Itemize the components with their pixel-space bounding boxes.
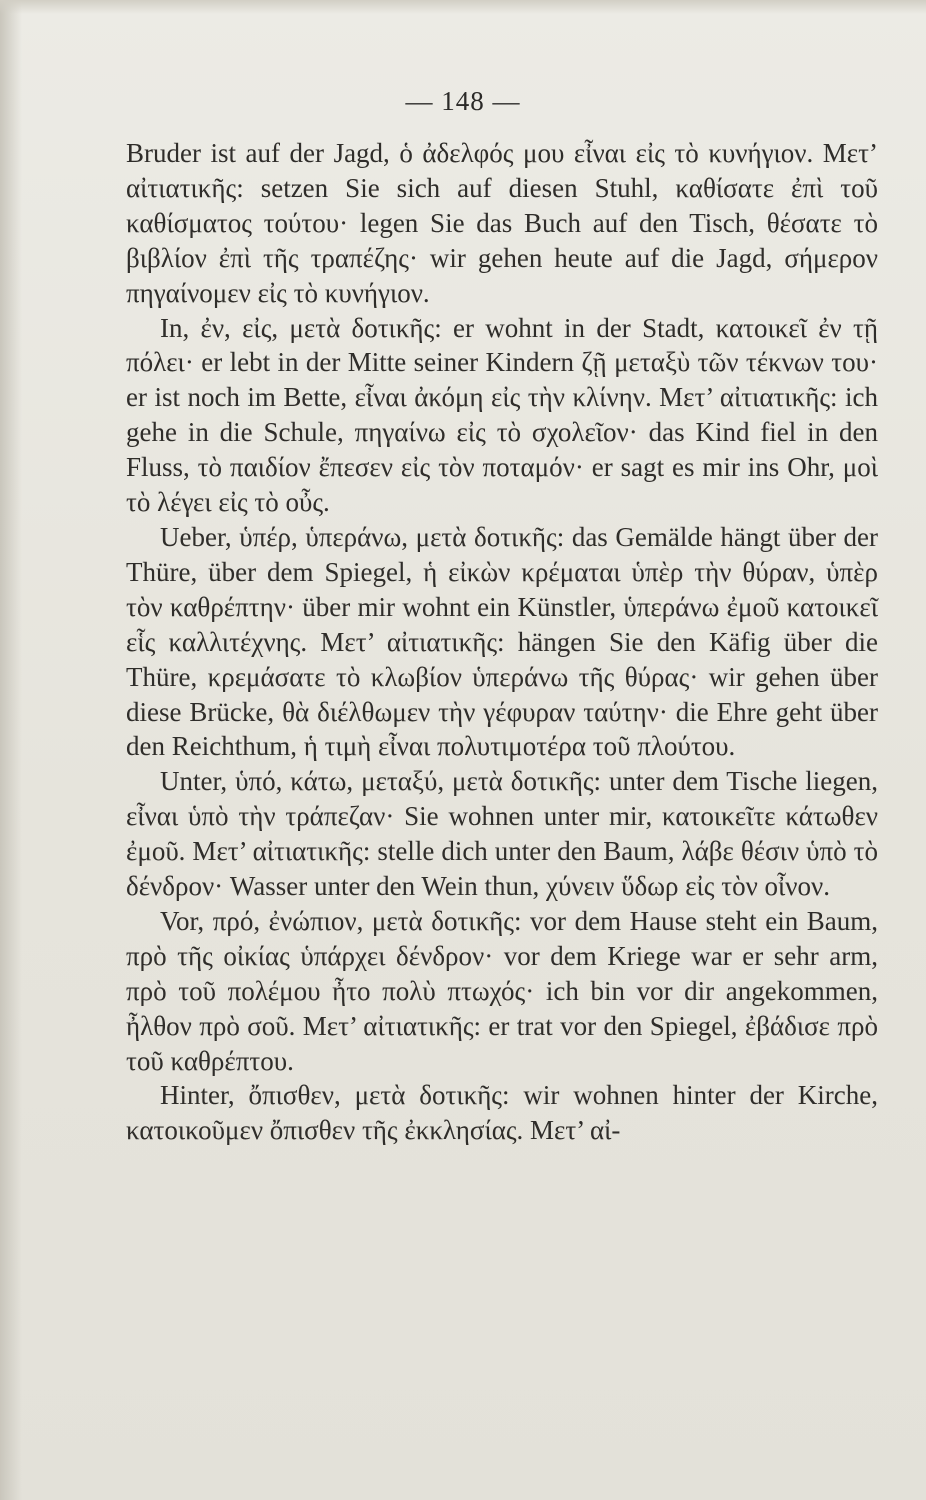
paragraph: Unter, ὑπό, κάτω, μεταξύ, μετὰ δοτικῆς: unter dem Tische liegen, εἶναι ὑπὸ τὴν τράπεζαν· Sie wohnen unter mir, κατοικεῖτε κάτωθεν ἐμοῦ. Μετ’ αἰτιατικῆς: stelle dich unter den Baum, λάβε θέσιν ὑπὸ τὸ δένδρον· Wasser unter den Wein thun, χύνειν ὕδωρ εἰς τὸν οἶνον. <box>126 766 878 902</box>
paragraph: Bruder ist auf der Jagd, ὁ ἀδελφός μου εἶναι εἰς τὸ κυνήγιον. Μετ’ αἰτιατικῆς: setzen Sie sich auf diesen Stuhl, καθίσατε ἐπὶ τοῦ καθίσματος τούτου· legen Sie das Buch auf den Tisch, θέσατε τὸ βιβλίον ἐπὶ τῆς τραπέζης· wir gehen heute auf die Jagd, σήμερον πηγαίνομεν εἰς τὸ κυνήγιον. <box>126 138 878 308</box>
body-text <box>126 136 878 1148</box>
page-number: — 148 — <box>405 86 521 116</box>
paragraph: Hinter, ὄπισθεν, μετὰ δοτικῆς: wir wohnen hinter der Kirche, κατοικοῦμεν ὄπισθεν τῆς ἐκκλησίας. Μετ’ αἰ- <box>126 1080 878 1146</box>
paragraph: Vor, πρό, ἐνώπιον, μετὰ δοτικῆς: vor dem Hause steht ein Baum, πρὸ τῆς οἰκίας ὑπάρχει δένδρον· vor dem Kriege war er sehr arm, πρὸ τοῦ πολέμου ἦτο πολὺ πτωχός· ich bin vor dir angekommen, ἦλθον πρὸ σοῦ. Μετ’ αἰτιατικῆς: er trat vor den Spiegel, ἐβάδισε πρὸ τοῦ καθρέπτου. <box>126 905 878 1076</box>
page-gutter-shadow <box>0 0 22 1500</box>
paragraph: Ueber, ὑπέρ, ὑπεράνω, μετὰ δοτικῆς: das Gemälde hängt über der Thüre, über dem Spiegel, ἡ εἰκὼν κρέμαται ὑπὲρ τὴν θύραν, ὑπὲρ τὸν καθρέπτην· über mir wohnt ein Künstler, ὑπεράνω ἐμοῦ κατοικεῖ εἷς καλλιτέχνης. Μετ’ αἰτιατικῆς: hängen Sie den Käfig über die Thüre, κρεμάσατε τὸ κλωβίον ὑπεράνω τῆς θύρας· wir gehen über diese Brücke, θὰ διέλθωμεν τὴν γέφυραν ταύτην· die Ehre geht über den Reichthum, ἡ τιμὴ εἶναι πολυτιμοτέρα τοῦ πλούτου. <box>126 521 878 762</box>
paragraph: In, ἐν, εἰς, μετὰ δοτικῆς: er wohnt in der Stadt, κατοικεῖ ἐν τῇ πόλει· er lebt in der Mitte seiner Kindern ζῇ μεταξὺ τῶν τέκνων του· er ist noch im Bette, εἶναι ἀκόμη εἰς τὴν κλίνην. Μετ’ αἰτιατικῆς: ich gehe in die Schule, πηγαίνω εἰς τὸ σχολεῖον· das Kind fiel in den Fluss, τὸ παιδίον ἔπεσεν εἰς τὸν ποταμόν· er sagt es mir ins Ohr, μοὶ τὸ λέγει εἰς τὸ οὖς. <box>126 312 878 518</box>
page-top-shadow <box>0 0 926 14</box>
